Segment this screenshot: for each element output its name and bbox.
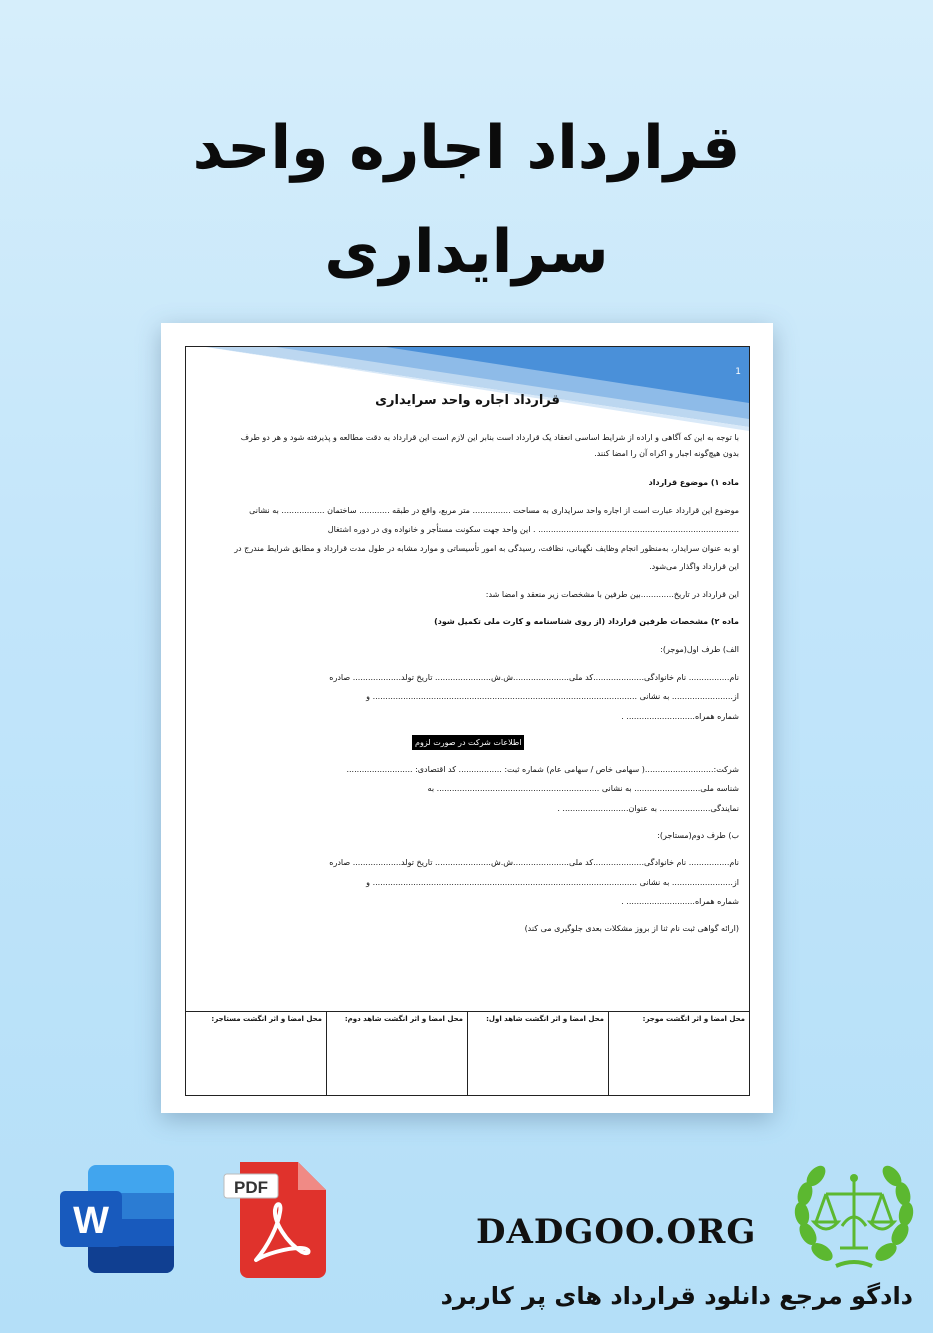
pdf-file-icon[interactable] [222,1160,330,1280]
pdf-label: PDF [234,1178,268,1197]
company-line-3: نمایندگی.................... به عنوان.......................... . [557,804,739,813]
document-title: قرارداد اجاره واحد سرایداری [375,393,560,408]
header-wave-decoration [186,347,749,437]
company-line-1: شرکت:...........................( سهامی خاص / سهامی عام) شماره ثبت: ................. کد اقتصادی: .......................... [346,765,739,774]
date-line: این قرارداد در تاریخ.............بین طرفین با مشخصات زیر منعقد و امضا شد: [485,590,739,599]
banner-title-line-1: قرارداد اجاره واحد [192,113,741,183]
signature-cell-witness-2: محل امضا و اثر انگشت شاهد دوم: [326,1012,467,1095]
party-2-heading: ب) طرف دوم(مستاجر): [657,831,739,840]
article-1-line-1: موضوع این قرارداد عبارت است از اجاره واحد سرایداری به مساحت ............... متر مربع، واقع در طبقه ............ ساختمان ................. به نشانی [249,506,739,515]
signature-cell-tenant: محل امضا و اثر انگشت مستاجر: [211,1015,322,1023]
signature-cell-witness-1: محل امضا و اثر انگشت شاهد اول: [467,1012,608,1095]
banner-title-line-2: سرایداری [324,217,609,287]
scales-of-justice-icon [790,1156,918,1274]
signature-cell-lessor: محل امضا و اثر انگشت موجر: [608,1012,749,1095]
article-1-line-4: این قرارداد واگذار می‌شود. [649,562,739,571]
party-1-line-2: از........................ به نشانی ........................................................................................................ و [366,692,739,701]
word-file-icon[interactable] [58,1163,178,1275]
page-number: 1 [735,367,741,377]
article-1-line-3: او به عنوان سرایدار، به‌منظور انجام وظایف نگهبانی، نظافت، رسیدگی به امور تأسیساتی و موارد مشابه در طول مدت قرارداد و مطابق شرایط مندرج در [234,544,739,553]
party-2-line-3: شماره همراه........................... . [621,897,739,906]
intro-line-2: بدون هیچ‌گونه اجبار و اکراه آن را امضا کنند. [594,449,739,458]
party-1-line-3: شماره همراه........................... . [621,712,739,721]
word-letter: W [73,1200,109,1242]
site-name[interactable]: DADGOO.ORG [476,1212,757,1252]
note-line: (ارائه گواهی ثبت نام ثنا از بروز مشکلات بعدی جلوگیری می کند) [524,924,739,933]
article-1-heading: ماده ۱) موضوع قرارداد [648,478,739,487]
article-1-line-2: ............................................................................... . این واحد جهت سکونت مستأجر و خانواده وی در دوره اشتغال [327,525,739,534]
party-1-heading: الف) طرف اول(موجر): [660,645,739,654]
party-2-line-1: نام................ نام خانوادگی....................کد ملی......................ش.ش...................... تاریخ تولد................... صادره [329,858,739,867]
company-info-tag: اطلاعات شرکت در صورت لزوم [412,735,524,750]
intro-line-1: با توجه به این که آگاهی و اراده از شرایط اساسی انعقاد یک قرارداد است بنابر این لازم است این قرارداد به دقت مطالعه و پذیرفته شود و هر دو طرف [240,433,739,442]
site-tagline: دادگو مرجع دانلود قرارداد های پر کاربرد [440,1282,913,1310]
party-1-line-1: نام................ نام خانوادگی....................کد ملی......................ش.ش...................... تاریخ تولد................... صادره [329,673,739,682]
company-line-2: شناسه ملی.......................... به نشانی ................................................................ به [427,784,739,793]
article-2-heading: ماده ۲) مشخصات طرفین قرارداد (از روی شناسنامه و کارت ملی تکمیل شود) [434,617,739,626]
document-frame [185,346,750,1096]
party-2-line-2: از........................ به نشانی ........................................................................................................ و [366,878,739,887]
signature-table [186,1011,749,1095]
